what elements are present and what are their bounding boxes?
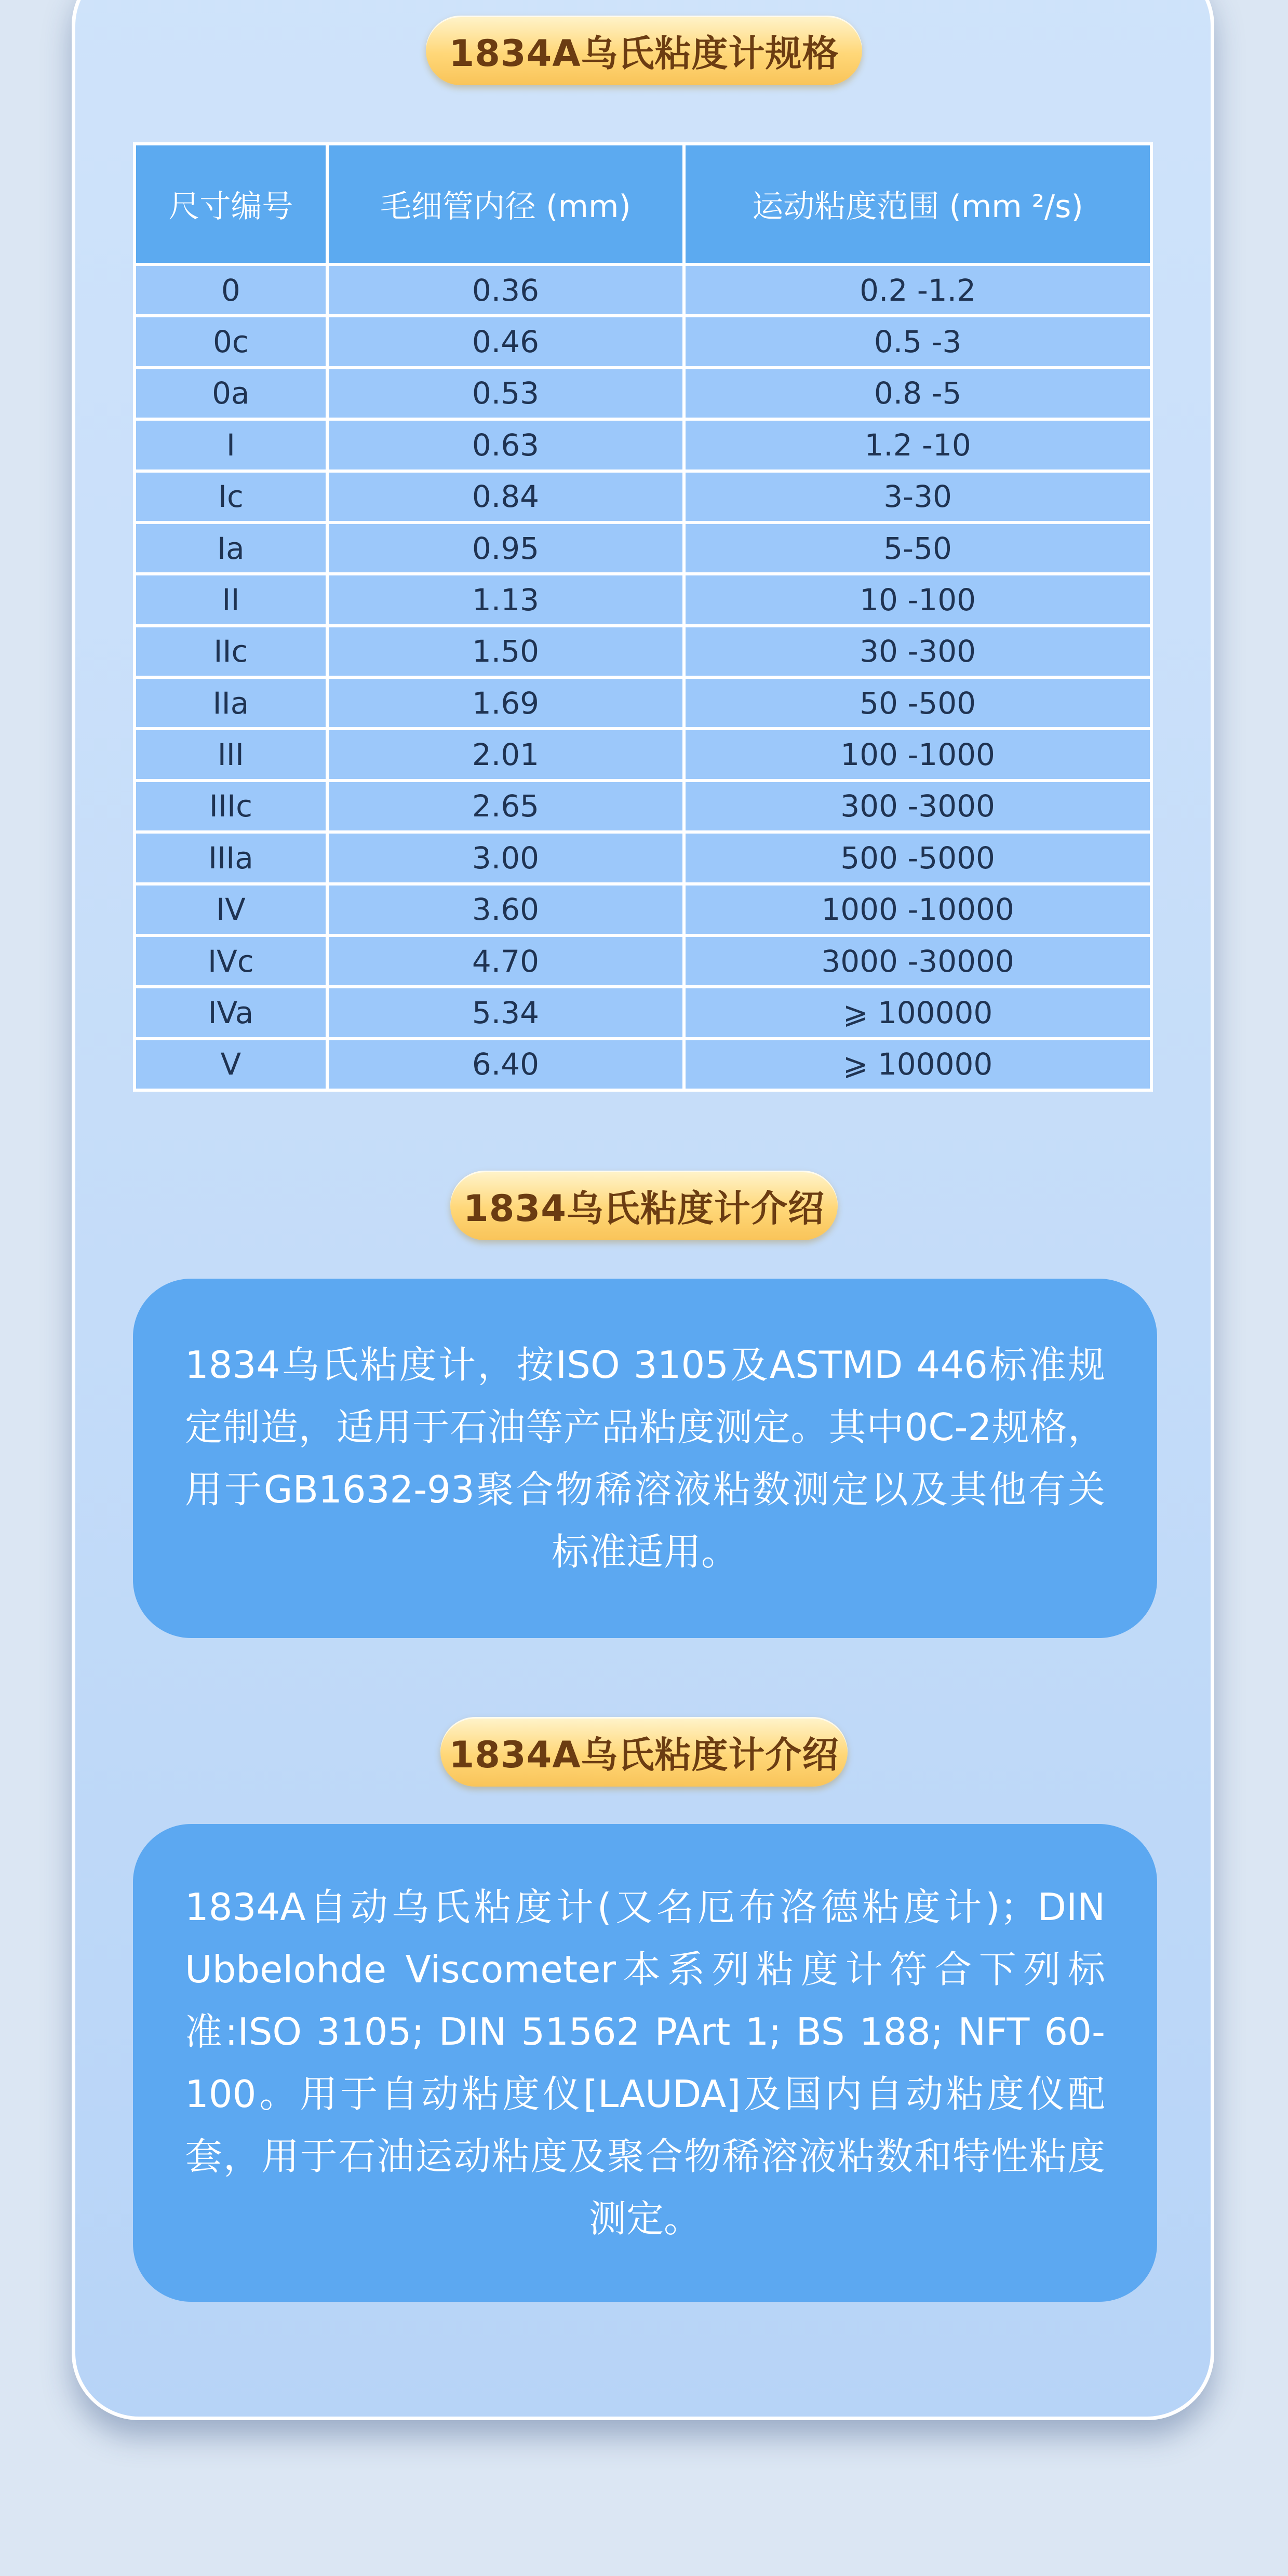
size-number-cell: II [135,574,327,625]
viscosity-range-cell: 1000 -10000 [684,884,1151,935]
capillary-diameter-cell: 1.13 [327,574,684,625]
size-number-cell: IIIc [135,781,327,832]
capillary-diameter-cell: 3.60 [327,884,684,935]
capillary-diameter-cell: 0.95 [327,522,684,574]
table-row [135,368,1151,419]
viscosity-range-cell: 100 -1000 [684,729,1151,780]
intro-1834-title: 1834乌氏粘度计介绍 [450,1171,838,1240]
viscosity-range-cell: 0.8 -5 [684,368,1151,419]
intro-1834a-text: 1834A自动乌氏粘度计(又名厄布洛德粘度计)；DIN Ubbelohde Viscometer本系列粘度计符合下列标准:ISO 3105; DIN 51562 PArt 1; BS 188; NFT 60-100。用于自动粘度仪[LAUDA]及国内自动粘度仪配套，用于石油运动粘度及聚合物稀溶液粘数和特性粘度测定。 [185,1885,1105,2240]
size-number-cell: 0 [135,264,327,316]
capillary-diameter-cell: 4.70 [327,935,684,987]
table-row [135,781,1151,832]
capillary-diameter-cell: 6.40 [327,1039,684,1090]
viscosity-range-cell: ⩾ 100000 [684,1039,1151,1090]
capillary-diameter-cell: 0.84 [327,471,684,522]
table-row [135,626,1151,677]
table-row [135,316,1151,367]
size-number-cell: Ia [135,522,327,574]
size-number-cell: IVc [135,935,327,987]
viscosity-range-cell: 0.5 -3 [684,316,1151,367]
capillary-diameter-cell: 1.50 [327,626,684,677]
size-number-cell: IIc [135,626,327,677]
table-row [135,987,1151,1038]
viscosity-range-cell: 3000 -30000 [684,935,1151,987]
spec-table [133,142,1153,1092]
size-number-cell: IIIa [135,832,327,883]
viscosity-range-cell: 300 -3000 [684,781,1151,832]
table-row [135,1039,1151,1090]
size-number-cell: IV [135,884,327,935]
table-row [135,884,1151,935]
capillary-diameter-cell: 0.36 [327,264,684,316]
intro-1834-panel [133,1279,1157,1638]
size-number-cell: 0a [135,368,327,419]
size-number-cell: 0c [135,316,327,367]
table-row [135,935,1151,987]
viscosity-range-cell: 50 -500 [684,677,1151,729]
size-number-cell: IIa [135,677,327,729]
column-header-size-number: 尺寸编号 [135,144,327,264]
size-number-cell: I [135,419,327,471]
capillary-diameter-cell: 0.63 [327,419,684,471]
viscosity-range-cell: 500 -5000 [684,832,1151,883]
viscosity-range-cell: 0.2 -1.2 [684,264,1151,316]
table-row [135,677,1151,729]
capillary-diameter-cell: 0.46 [327,316,684,367]
viscosity-range-cell: ⩾ 100000 [684,987,1151,1038]
intro-1834-text: 1834乌氏粘度计，按ISO 3105及ASTMD 446标准规定制造，适用于石油等产品粘度测定。其中0C-2规格，用于GB1632-93聚合物稀溶液粘数测定以及其他有关标准适用。 [185,1343,1105,1574]
intro-1834a-title: 1834A乌氏粘度计介绍 [440,1717,848,1787]
capillary-diameter-cell: 5.34 [327,987,684,1038]
table-row [135,264,1151,316]
size-number-cell: III [135,729,327,780]
table-header-row [135,144,1151,264]
column-header-capillary-diameter: 毛细管内径 (mm) [327,144,684,264]
table-row [135,832,1151,883]
capillary-diameter-cell: 0.53 [327,368,684,419]
table-row [135,471,1151,522]
capillary-diameter-cell: 2.65 [327,781,684,832]
capillary-diameter-cell: 3.00 [327,832,684,883]
capillary-diameter-cell: 2.01 [327,729,684,780]
viscosity-range-cell: 3-30 [684,471,1151,522]
table-row [135,574,1151,625]
viscosity-range-cell: 30 -300 [684,626,1151,677]
viscosity-range-cell: 5-50 [684,522,1151,574]
viscosity-range-cell: 1.2 -10 [684,419,1151,471]
viscosity-range-cell: 10 -100 [684,574,1151,625]
size-number-cell: Ic [135,471,327,522]
capillary-diameter-cell: 1.69 [327,677,684,729]
column-header-viscosity-range: 运动粘度范围 (mm ²/s) [684,144,1151,264]
size-number-cell: V [135,1039,327,1090]
table-row [135,419,1151,471]
size-number-cell: IVa [135,987,327,1038]
intro-1834a-panel [133,1824,1157,2302]
table-row [135,522,1151,574]
table-row [135,729,1151,780]
spec-section-title: 1834A乌氏粘度计规格 [426,16,862,85]
